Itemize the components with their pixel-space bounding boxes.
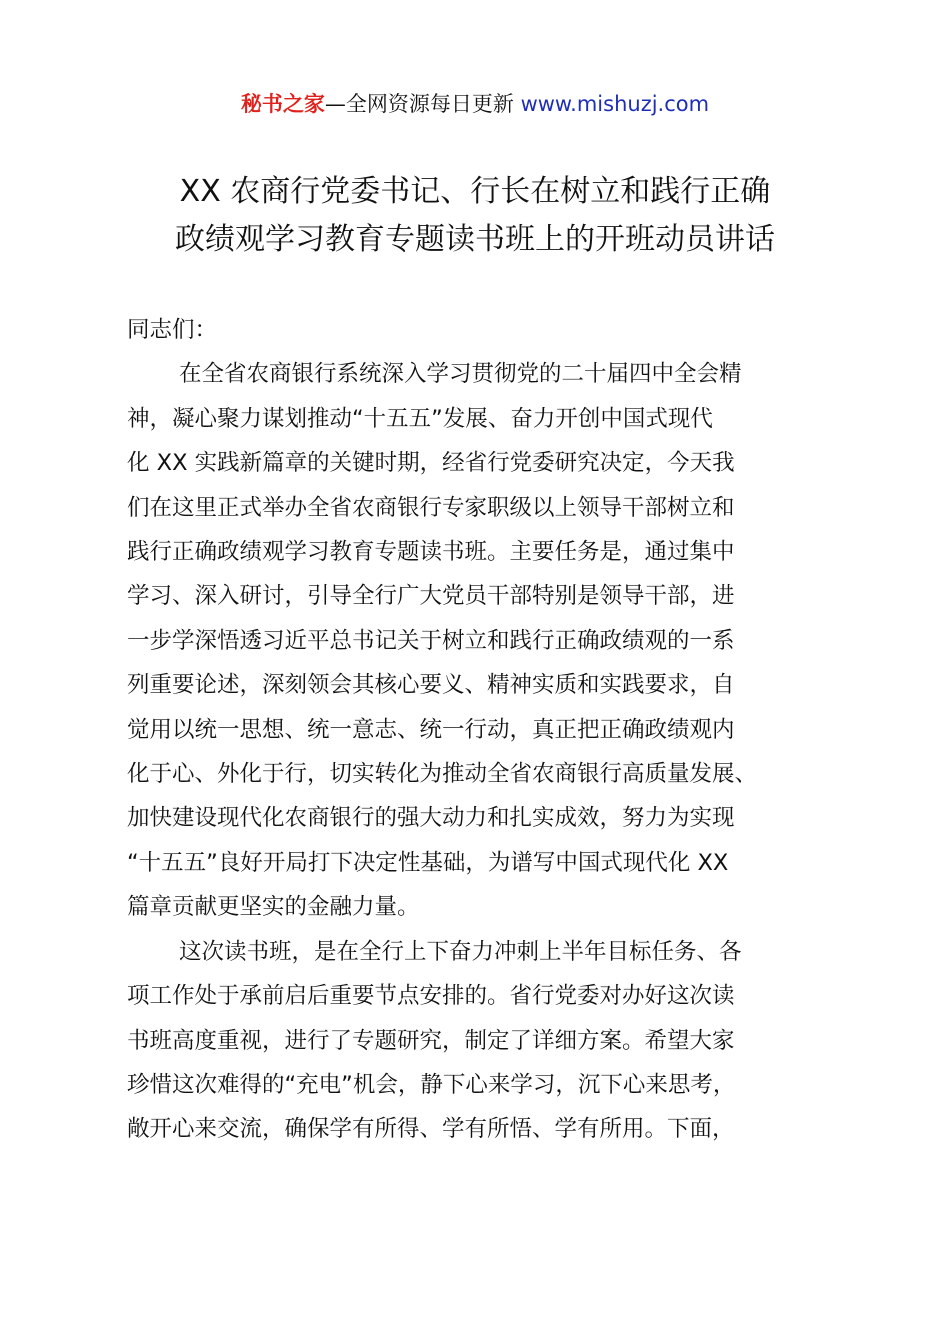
title-line: XX 农商行党委书记、行长在树立和践行正确 [179, 174, 771, 209]
page-header [0, 86, 950, 122]
paragraph-line: 们在这里正式举办全省农商银行专家职级以上领导干部树立和 [127, 494, 735, 521]
paragraph-line: 珍惜这次难得的“充电”机会，静下心来学习，沉下心来思考， [127, 1071, 736, 1098]
paragraph-line: 篇章贡献更坚实的金融力量。 [127, 894, 420, 921]
paragraph-line: 项工作处于承前启后重要节点安排的。省行党委对办好这次读 [127, 983, 735, 1010]
paragraph-line: 学习、深入研讨，引导全行广大党员干部特别是领导干部，进 [127, 583, 735, 610]
paragraph-line: 敞开心来交流，确保学有所得、学有所悟、学有所用。下面， [127, 1116, 735, 1143]
document-body [127, 308, 833, 1152]
paragraph-line: 觉用以统一思想、统一意志、统一行动，真正把正确政绩观内 [127, 716, 735, 743]
paragraph-line: 神，凝心聚力谋划推动“十五五”发展、奋力开创中国式现代 [127, 405, 713, 432]
title-line: 政绩观学习教育专题读书班上的开班动员讲话 [175, 222, 775, 257]
paragraph-line: 化于心、外化于行，切实转化为推动全省农商银行高质量发展、 [127, 761, 758, 788]
paragraph-line: 在全省农商银行系统深入学习贯彻党的二十届四中全会精 [179, 361, 742, 388]
paragraph-line: “十五五”良好开局打下决定性基础，为谱写中国式现代化 XX [127, 849, 729, 876]
paragraph-1 [127, 352, 833, 929]
header-url[interactable]: www.mishuzj.com [520, 92, 710, 116]
brand-name: 秘书之家 [240, 92, 325, 116]
paragraph-line: 一步学深悟透习近平总书记关于树立和践行正确政绩观的一系 [127, 627, 735, 654]
paragraph-line: 书班高度重视，进行了专题研究，制定了详细方案。希望大家 [127, 1027, 735, 1054]
salutation: 同志们： [127, 317, 218, 343]
paragraph-line: 践行正确政绩观学习教育专题读书班。主要任务是，通过集中 [127, 539, 735, 566]
paragraph-line: 这次读书班，是在全行上下奋力冲刺上半年目标任务、各 [179, 938, 742, 965]
document-title [60, 168, 890, 264]
paragraph-line: 化 XX 实践新篇章的关键时期，经省行党委研究决定，今天我 [127, 450, 735, 477]
paragraph-2 [127, 930, 833, 1152]
paragraph-line: 加快建设现代化农商银行的强大动力和扎实成效，努力为实现 [127, 805, 735, 832]
header-slogan: —全网资源每日更新 [324, 92, 521, 116]
paragraph-line: 列重要论述，深刻领会其核心要义、精神实质和实践要求，自 [127, 672, 735, 699]
